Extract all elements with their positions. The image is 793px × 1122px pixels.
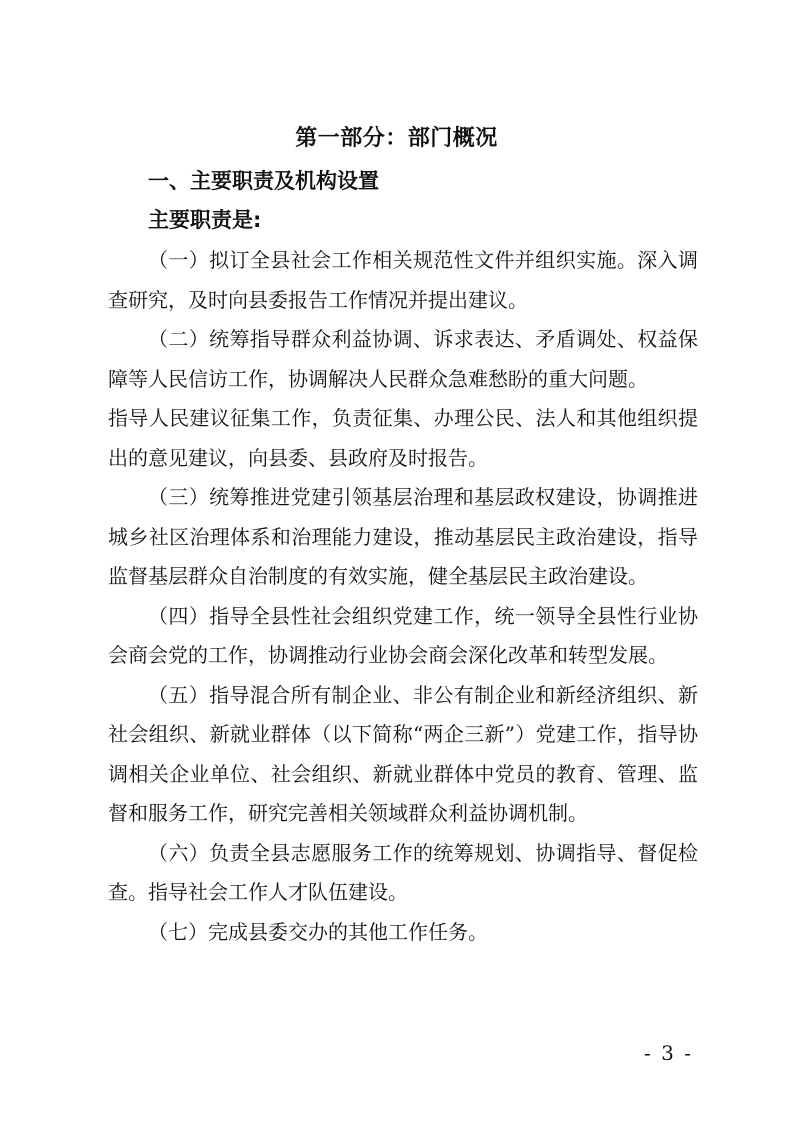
paragraph-7: （七）完成县委交办的其他工作任务。: [148, 919, 488, 944]
page-title: 第一部分：部门概况: [295, 126, 498, 151]
paragraph-2-continued: 指导人民建议征集工作，负责征集、办理公民、法人和其他组织提出的意见建议，向县委、县政府及时报告。: [108, 406, 698, 470]
paragraph-5: （五）指导混合所有制企业、非公有制企业和新经济组织、新社会组织、新就业群体（以下简称“两企三新”）党建工作，指导协调相关企业单位、社会组织、新就业群体中党员的教育、管理、监督和服务工作，研究完善相关领域群众利益协调机制。: [108, 682, 698, 825]
paragraph-3: （三）统筹推进党建引领基层治理和基层政权建设，协调推进城乡社区治理体系和治理能力建设，推动基层民主政治建设，指导监督基层群众自治制度的有效实施，健全基层民主政治建设。: [108, 485, 698, 588]
page-number: - 3 -: [644, 1041, 693, 1065]
section-heading: 一、主要职责及机构设置: [148, 169, 379, 193]
sub-heading: 主要职责是:: [148, 208, 262, 232]
paragraph-4: （四）指导全县性社会组织党建工作，统一领导全县性行业协会商会党的工作，协调推动行业协会商会深化改革和转型发展。: [108, 603, 698, 667]
paragraph-1: （一）拟订全县社会工作相关规范性文件并组织实施。深入调查研究，及时向县委报告工作情况并提出建议。: [108, 248, 698, 312]
body-text: [108, 241, 698, 952]
paragraph-6: （六）负责全县志愿服务工作的统筹规划、协调指导、督促检查。指导社会工作人才队伍建设。: [108, 840, 698, 904]
paragraph-2: （二）统筹指导群众利益协调、诉求表达、矛盾调处、权益保障等人民信访工作，协调解决人民群众急难愁盼的重大问题。: [108, 327, 698, 391]
